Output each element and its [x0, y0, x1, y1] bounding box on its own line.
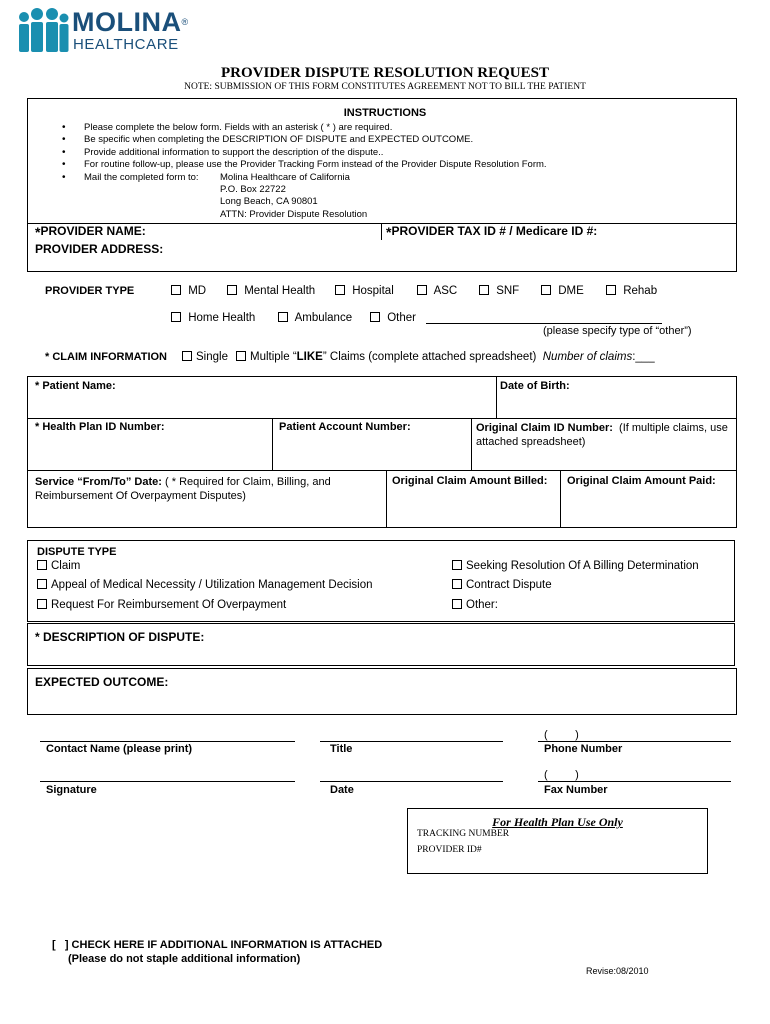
- provider-type-asc[interactable]: ASC: [417, 285, 457, 297]
- service-date-label: Service “From/To” Date: ( * Required for Claim, Billing, and Reimbursement Of Overpayment Disputes): [35, 476, 331, 502]
- checkbox[interactable]: [37, 579, 47, 589]
- instruction-item: • Please complete the below form. Fields with an asterisk ( * ) are required.: [62, 122, 722, 134]
- tracking-number-label: TRACKING NUMBER: [417, 829, 510, 839]
- mail-address: [62, 184, 722, 221]
- claim-info-label: * CLAIM INFORMATION: [45, 351, 168, 363]
- instructions-list: [62, 122, 722, 221]
- checkbox[interactable]: [37, 599, 47, 609]
- health-plan-id-label: * Health Plan ID Number:: [35, 421, 165, 433]
- mail-address-line: ATTN: Provider Dispute Resolution: [220, 208, 368, 220]
- checkbox[interactable]: [335, 285, 345, 295]
- instructions-heading: INSTRUCTIONS: [343, 107, 427, 119]
- checkbox[interactable]: [452, 560, 462, 570]
- claim-single-option[interactable]: Single: [182, 351, 228, 363]
- claim-multiple-option[interactable]: Multiple “LIKE” Claims (complete attached spreadsheet) Number of claims:___: [236, 351, 655, 363]
- health-plan-use-heading: For Health Plan Use Only: [492, 815, 623, 829]
- signature-line[interactable]: [40, 781, 295, 782]
- patient-account-label: Patient Account Number:: [279, 421, 411, 433]
- fax-paren: ( ): [544, 769, 579, 781]
- checkbox[interactable]: [278, 312, 288, 322]
- provider-name-label: *PROVIDER NAME:: [35, 224, 146, 240]
- dispute-claim-option[interactable]: Claim: [37, 560, 80, 572]
- instruction-item: • For routine follow-up, please use the Provider Tracking Form instead of the Provider Dispute Resolution Form.: [62, 159, 722, 171]
- expected-outcome-label: EXPECTED OUTCOME:: [35, 675, 169, 689]
- checkbox[interactable]: [227, 285, 237, 295]
- provider-type-dme[interactable]: DME: [541, 285, 584, 297]
- divider: [27, 418, 737, 419]
- description-label: * DESCRIPTION OF DISPUTE:: [35, 630, 205, 644]
- title-line[interactable]: [320, 741, 503, 742]
- checkbox[interactable]: [452, 579, 462, 589]
- dispute-other-option[interactable]: Other:: [452, 599, 498, 611]
- fax-label: Fax Number: [544, 784, 608, 796]
- phone-line[interactable]: [538, 741, 731, 742]
- checkbox[interactable]: [236, 351, 246, 361]
- divider: [496, 376, 497, 418]
- checkbox[interactable]: [171, 312, 181, 322]
- checkbox[interactable]: [37, 560, 47, 570]
- provider-type-other[interactable]: Other: [370, 312, 416, 324]
- divider: [27, 470, 737, 471]
- dispute-type-heading: DISPUTE TYPE: [37, 546, 117, 558]
- registered-mark: ®: [181, 17, 189, 27]
- logo: [16, 6, 189, 54]
- instruction-item: [62, 172, 722, 184]
- revision-date: Revise:08/2010: [586, 966, 649, 976]
- provider-type-label: PROVIDER TYPE: [45, 285, 135, 297]
- dispute-billing-option[interactable]: Seeking Resolution Of A Billing Determination: [452, 560, 699, 572]
- contact-name-label: Contact Name (please print): [46, 743, 193, 755]
- orig-claim-id-label: Original Claim ID Number: (If multiple claims, use attached spreadsheet): [476, 422, 728, 448]
- patient-name-label: * Patient Name:: [35, 380, 116, 392]
- provider-type-ambulance[interactable]: Ambulance: [278, 312, 352, 324]
- checkbox[interactable]: [452, 599, 462, 609]
- provider-type-snf[interactable]: SNF: [479, 285, 519, 297]
- checkbox[interactable]: [417, 285, 427, 295]
- checkbox[interactable]: [171, 285, 181, 295]
- other-type-line[interactable]: [426, 323, 662, 324]
- provider-taxid-label: *PROVIDER TAX ID # / Medicare ID #:: [386, 224, 598, 240]
- logo-name: MOLINA: [72, 7, 182, 37]
- checkbox[interactable]: [370, 312, 380, 322]
- provider-address-label: PROVIDER ADDRESS:: [35, 242, 164, 256]
- mail-address-line: P.O. Box 22722: [220, 184, 286, 196]
- logo-subtitle: HEALTHCARE: [73, 36, 179, 53]
- fax-line[interactable]: [538, 781, 731, 782]
- other-type-hint: (please specify type of “other”): [543, 325, 692, 337]
- amount-billed-label: Original Claim Amount Billed:: [392, 475, 548, 487]
- claim-details-grid: [27, 376, 737, 528]
- date-label: Date: [330, 784, 354, 796]
- instruction-item: • Provide additional information to support the description of the dispute..: [62, 147, 722, 159]
- amount-paid-label: Original Claim Amount Paid:: [567, 475, 716, 487]
- date-line[interactable]: [320, 781, 503, 782]
- checkbox[interactable]: [479, 285, 489, 295]
- provider-id-label: PROVIDER ID#: [417, 845, 482, 855]
- provider-type-hospital[interactable]: Hospital: [335, 285, 394, 297]
- mail-address-line: Molina Healthcare of California: [220, 171, 350, 183]
- mail-address-line: Long Beach, CA 90801: [220, 196, 318, 208]
- dispute-appeal-option[interactable]: Appeal of Medical Necessity / Utilization Management Decision: [37, 579, 373, 591]
- mail-label: Mail the completed form to:: [84, 171, 199, 183]
- title-label: Title: [330, 743, 353, 755]
- divider: [386, 470, 387, 528]
- divider: [471, 418, 472, 470]
- form-title: PROVIDER DISPUTE RESOLUTION REQUEST: [221, 65, 549, 81]
- family-figures-icon: [16, 6, 70, 52]
- provider-type-rehab[interactable]: Rehab: [606, 285, 657, 297]
- dob-label: Date of Birth:: [500, 380, 570, 392]
- dispute-overpayment-option[interactable]: Request For Reimbursement Of Overpayment: [37, 599, 286, 611]
- provider-type-mental-health[interactable]: Mental Health: [227, 285, 315, 297]
- additional-info-checkbox[interactable]: [ ] CHECK HERE IF ADDITIONAL INFORMATION IS ATTACHED: [52, 939, 383, 951]
- checkbox[interactable]: [541, 285, 551, 295]
- phone-paren: ( ): [544, 729, 579, 741]
- checkbox[interactable]: [606, 285, 616, 295]
- contact-name-line[interactable]: [40, 741, 295, 742]
- checkbox[interactable]: [182, 351, 192, 361]
- provider-type-home-health[interactable]: Home Health: [171, 312, 255, 324]
- staple-note: (Please do not staple additional information): [68, 953, 301, 965]
- divider: [381, 223, 382, 240]
- instruction-item: • Be specific when completing the DESCRIPTION OF DISPUTE and EXPECTED OUTCOME.: [62, 134, 722, 146]
- signature-label: Signature: [46, 784, 97, 796]
- divider: [272, 418, 273, 470]
- dispute-contract-option[interactable]: Contract Dispute: [452, 579, 552, 591]
- divider: [560, 470, 561, 528]
- phone-label: Phone Number: [544, 743, 623, 755]
- provider-type-md[interactable]: MD: [171, 285, 206, 297]
- form-note: NOTE: SUBMISSION OF THIS FORM CONSTITUTES AGREEMENT NOT TO BILL THE PATIENT: [184, 82, 586, 92]
